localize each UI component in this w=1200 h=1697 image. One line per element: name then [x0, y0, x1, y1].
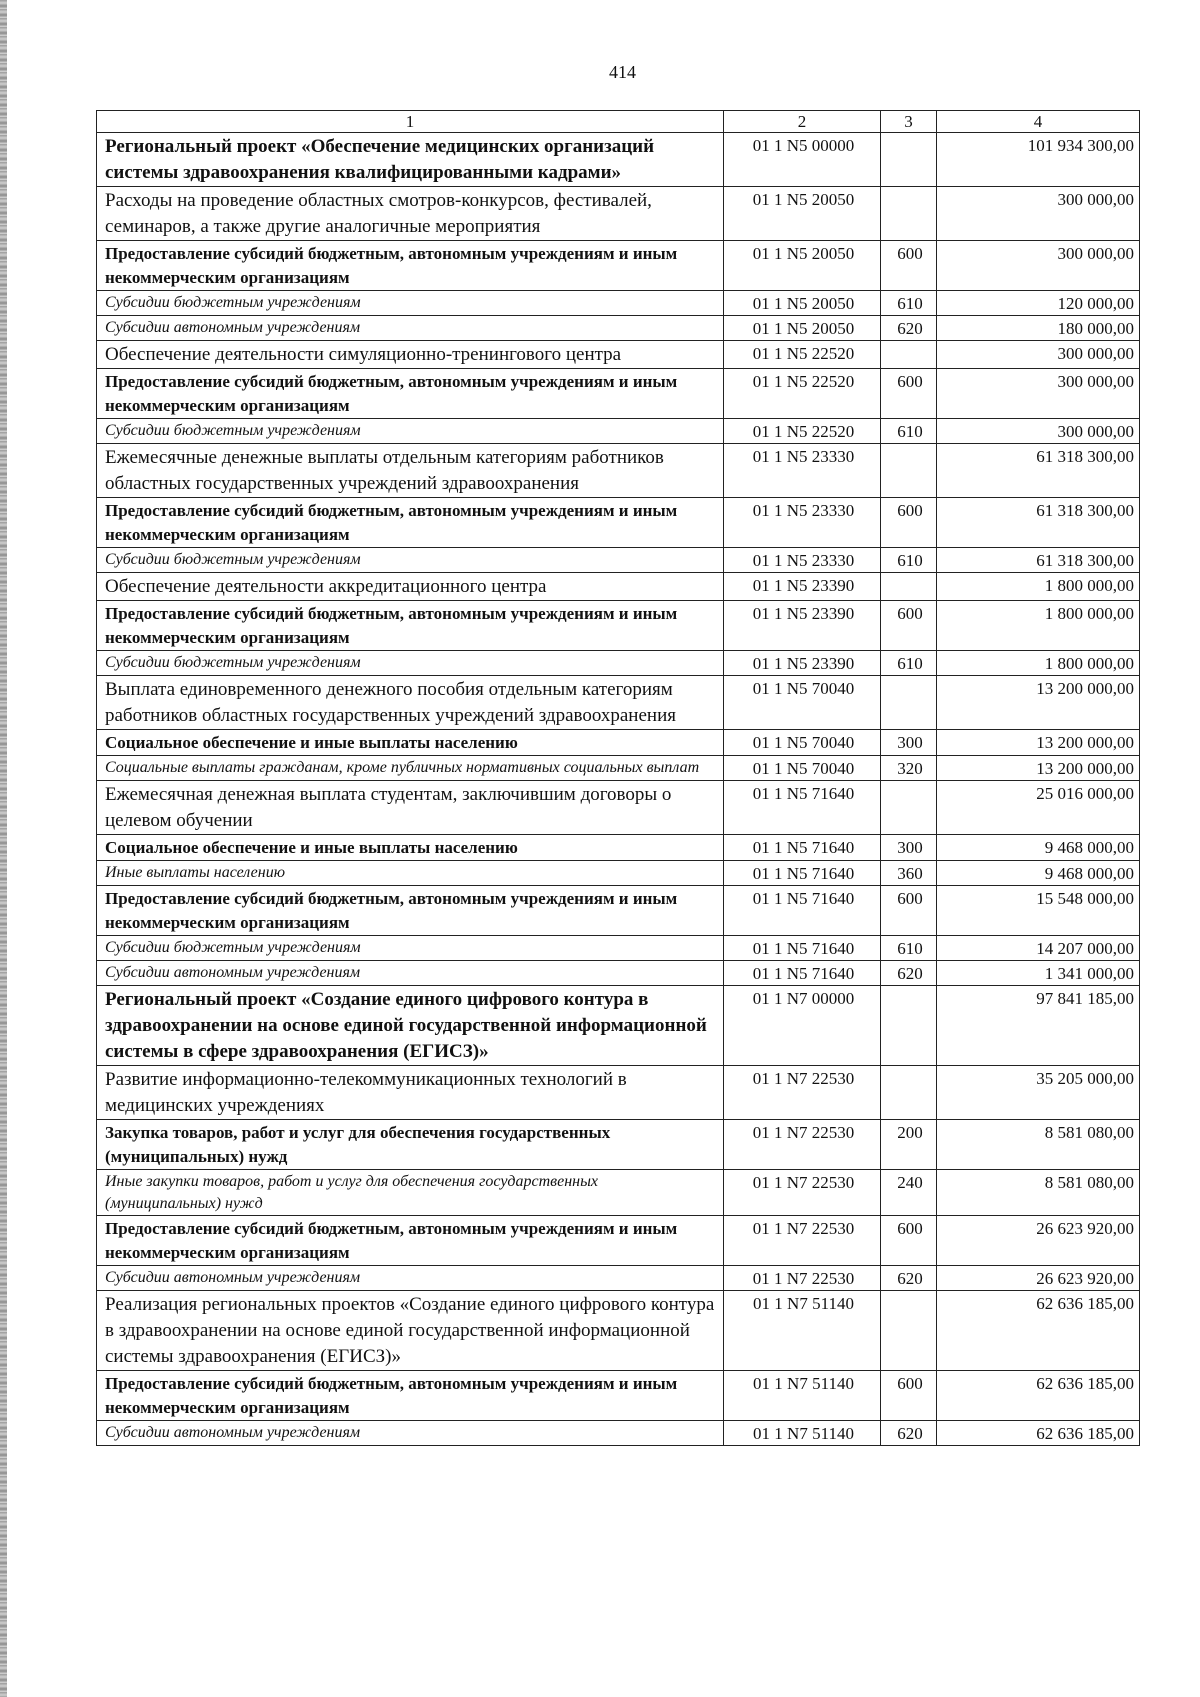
row-name-cell: Предоставление субсидий бюджетным, автономным учреждениям и иным некоммерческим организациям: [97, 1216, 724, 1266]
row-amount-cell: 1 341 000,00: [937, 961, 1140, 986]
row-code-cell: 01 1 N5 23330: [724, 498, 881, 548]
row-kvr-cell: 620: [881, 316, 937, 341]
table-row: [97, 241, 1140, 291]
row-amount-cell: 1 800 000,00: [937, 573, 1140, 601]
row-kvr-cell: 620: [881, 1421, 937, 1446]
row-name-cell: Региональный проект «Создание единого цифрового контура в здравоохранении на основе единой государственной информационной системы в сфере здравоохранения (ЕГИСЗ)»: [97, 986, 724, 1066]
row-name-cell: Ежемесячные денежные выплаты отдельным категориям работников областных государственных учреждений здравоохранения: [97, 444, 724, 498]
table-row: [97, 316, 1140, 341]
row-code-cell: 01 1 N5 23390: [724, 601, 881, 651]
row-kvr-cell: [881, 1291, 937, 1371]
row-code-cell: 01 1 N5 22520: [724, 419, 881, 444]
row-name-cell: Развитие информационно-телекоммуникационных технологий в медицинских учреждениях: [97, 1066, 724, 1120]
row-code-cell: 01 1 N5 23330: [724, 548, 881, 573]
row-kvr-cell: 620: [881, 1266, 937, 1291]
header-col-1: 1: [97, 111, 724, 133]
row-amount-cell: 300 000,00: [937, 419, 1140, 444]
row-kvr-cell: 610: [881, 936, 937, 961]
row-kvr-cell: [881, 676, 937, 730]
row-amount-cell: 1 800 000,00: [937, 601, 1140, 651]
row-amount-cell: 62 636 185,00: [937, 1421, 1140, 1446]
table-row: [97, 1371, 1140, 1421]
header-col-2: 2: [724, 111, 881, 133]
table-row: [97, 861, 1140, 886]
row-amount-cell: 180 000,00: [937, 316, 1140, 341]
row-amount-cell: 8 581 080,00: [937, 1170, 1140, 1216]
row-name-cell: Реализация региональных проектов «Создание единого цифрового контура в здравоохранении на основе единой государственной информационной системы здравоохранения (ЕГИСЗ)»: [97, 1291, 724, 1371]
row-name-cell: Предоставление субсидий бюджетным, автономным учреждениям и иным некоммерческим организациям: [97, 241, 724, 291]
row-name-cell: Региональный проект «Обеспечение медицинских организаций системы здравоохранения квалифицированными кадрами»: [97, 133, 724, 187]
table-row: [97, 187, 1140, 241]
row-amount-cell: 300 000,00: [937, 241, 1140, 291]
row-amount-cell: 13 200 000,00: [937, 756, 1140, 781]
table-body: [97, 133, 1140, 1446]
row-amount-cell: 61 318 300,00: [937, 444, 1140, 498]
row-name-cell: Субсидии бюджетным учреждениям: [97, 548, 724, 573]
row-name-cell: Социальные выплаты гражданам, кроме публичных нормативных социальных выплат: [97, 756, 724, 781]
row-kvr-cell: [881, 1066, 937, 1120]
row-amount-cell: 26 623 920,00: [937, 1266, 1140, 1291]
row-name-cell: Предоставление субсидий бюджетным, автономным учреждениям и иным некоммерческим организациям: [97, 498, 724, 548]
row-code-cell: 01 1 N5 23330: [724, 444, 881, 498]
row-kvr-cell: 600: [881, 369, 937, 419]
row-code-cell: 01 1 N5 00000: [724, 133, 881, 187]
table-row: [97, 756, 1140, 781]
row-code-cell: 01 1 N5 23390: [724, 573, 881, 601]
row-name-cell: Социальное обеспечение и иные выплаты населению: [97, 835, 724, 861]
row-amount-cell: 300 000,00: [937, 369, 1140, 419]
row-name-cell: Субсидии автономным учреждениям: [97, 961, 724, 986]
row-name-cell: Выплата единовременного денежного пособия отдельным категориям работников областных государственных учреждений здравоохранения: [97, 676, 724, 730]
row-name-cell: Социальное обеспечение и иные выплаты населению: [97, 730, 724, 756]
row-name-cell: Ежемесячная денежная выплата студентам, заключившим договоры о целевом обучении: [97, 781, 724, 835]
row-kvr-cell: 360: [881, 861, 937, 886]
row-kvr-cell: 300: [881, 730, 937, 756]
table-row: [97, 1421, 1140, 1446]
row-kvr-cell: 600: [881, 498, 937, 548]
table-row: [97, 730, 1140, 756]
row-code-cell: 01 1 N5 71640: [724, 961, 881, 986]
row-code-cell: 01 1 N7 00000: [724, 986, 881, 1066]
row-kvr-cell: 600: [881, 886, 937, 936]
table-row: [97, 573, 1140, 601]
row-amount-cell: 300 000,00: [937, 187, 1140, 241]
table-row: [97, 444, 1140, 498]
row-code-cell: 01 1 N5 23390: [724, 651, 881, 676]
row-code-cell: 01 1 N5 71640: [724, 936, 881, 961]
row-amount-cell: 25 016 000,00: [937, 781, 1140, 835]
row-code-cell: 01 1 N5 71640: [724, 886, 881, 936]
row-amount-cell: 97 841 185,00: [937, 986, 1140, 1066]
row-kvr-cell: 320: [881, 756, 937, 781]
table-row: [97, 291, 1140, 316]
row-kvr-cell: 610: [881, 548, 937, 573]
row-code-cell: 01 1 N7 22530: [724, 1170, 881, 1216]
row-kvr-cell: [881, 187, 937, 241]
row-kvr-cell: [881, 341, 937, 369]
row-kvr-cell: [881, 444, 937, 498]
table-row: [97, 548, 1140, 573]
table-row: [97, 133, 1140, 187]
header-col-3: 3: [881, 111, 937, 133]
row-code-cell: 01 1 N5 71640: [724, 781, 881, 835]
row-name-cell: Субсидии бюджетным учреждениям: [97, 419, 724, 444]
table-row: [97, 1120, 1140, 1170]
row-amount-cell: 62 636 185,00: [937, 1291, 1140, 1371]
row-code-cell: 01 1 N7 51140: [724, 1421, 881, 1446]
row-code-cell: 01 1 N5 70040: [724, 676, 881, 730]
table-row: [97, 651, 1140, 676]
row-kvr-cell: 600: [881, 1371, 937, 1421]
row-kvr-cell: [881, 133, 937, 187]
scan-edge: [0, 0, 7, 1697]
row-kvr-cell: 240: [881, 1170, 937, 1216]
row-kvr-cell: 610: [881, 651, 937, 676]
row-amount-cell: 9 468 000,00: [937, 861, 1140, 886]
row-amount-cell: 26 623 920,00: [937, 1216, 1140, 1266]
row-code-cell: 01 1 N5 20050: [724, 241, 881, 291]
row-code-cell: 01 1 N7 22530: [724, 1216, 881, 1266]
row-name-cell: Предоставление субсидий бюджетным, автономным учреждениям и иным некоммерческим организациям: [97, 886, 724, 936]
row-code-cell: 01 1 N7 22530: [724, 1120, 881, 1170]
row-code-cell: 01 1 N7 51140: [724, 1371, 881, 1421]
row-amount-cell: 62 636 185,00: [937, 1371, 1140, 1421]
budget-table: [96, 110, 1140, 1446]
row-code-cell: 01 1 N5 22520: [724, 369, 881, 419]
row-amount-cell: 120 000,00: [937, 291, 1140, 316]
row-name-cell: Предоставление субсидий бюджетным, автономным учреждениям и иным некоммерческим организациям: [97, 1371, 724, 1421]
row-amount-cell: 15 548 000,00: [937, 886, 1140, 936]
row-amount-cell: 35 205 000,00: [937, 1066, 1140, 1120]
row-name-cell: Субсидии автономным учреждениям: [97, 316, 724, 341]
row-code-cell: 01 1 N5 70040: [724, 756, 881, 781]
row-code-cell: 01 1 N5 22520: [724, 341, 881, 369]
row-amount-cell: 300 000,00: [937, 341, 1140, 369]
row-kvr-cell: [881, 986, 937, 1066]
row-code-cell: 01 1 N5 20050: [724, 187, 881, 241]
table-row: [97, 1066, 1140, 1120]
row-amount-cell: 101 934 300,00: [937, 133, 1140, 187]
row-amount-cell: 1 800 000,00: [937, 651, 1140, 676]
row-code-cell: 01 1 N5 71640: [724, 861, 881, 886]
row-kvr-cell: 200: [881, 1120, 937, 1170]
row-name-cell: Предоставление субсидий бюджетным, автономным учреждениям и иным некоммерческим организациям: [97, 369, 724, 419]
row-name-cell: Закупка товаров, работ и услуг для обеспечения государственных (муниципальных) нужд: [97, 1120, 724, 1170]
row-name-cell: Иные выплаты населению: [97, 861, 724, 886]
row-name-cell: Расходы на проведение областных смотров-конкурсов, фестивалей, семинаров, а также другие аналогичные мероприятия: [97, 187, 724, 241]
header-col-4: 4: [937, 111, 1140, 133]
table-header-row: [97, 111, 1140, 133]
table-row: [97, 961, 1140, 986]
row-name-cell: Субсидии бюджетным учреждениям: [97, 651, 724, 676]
row-code-cell: 01 1 N5 20050: [724, 316, 881, 341]
row-code-cell: 01 1 N5 20050: [724, 291, 881, 316]
row-name-cell: Обеспечение деятельности симуляционно-тренингового центра: [97, 341, 724, 369]
row-amount-cell: 8 581 080,00: [937, 1120, 1140, 1170]
table-row: [97, 1266, 1140, 1291]
row-amount-cell: 14 207 000,00: [937, 936, 1140, 961]
table-row: [97, 419, 1140, 444]
table-row: [97, 886, 1140, 936]
row-amount-cell: 61 318 300,00: [937, 498, 1140, 548]
row-amount-cell: 61 318 300,00: [937, 548, 1140, 573]
row-kvr-cell: 600: [881, 601, 937, 651]
table-row: [97, 1291, 1140, 1371]
row-kvr-cell: [881, 781, 937, 835]
table-row: [97, 676, 1140, 730]
row-code-cell: 01 1 N7 51140: [724, 1291, 881, 1371]
row-kvr-cell: [881, 573, 937, 601]
row-name-cell: Предоставление субсидий бюджетным, автономным учреждениям и иным некоммерческим организациям: [97, 601, 724, 651]
table-row: [97, 498, 1140, 548]
row-name-cell: Обеспечение деятельности аккредитационного центра: [97, 573, 724, 601]
row-name-cell: Субсидии бюджетным учреждениям: [97, 936, 724, 961]
row-kvr-cell: 620: [881, 961, 937, 986]
page-number: 414: [609, 62, 636, 82]
row-kvr-cell: 300: [881, 835, 937, 861]
table-row: [97, 1216, 1140, 1266]
row-kvr-cell: 610: [881, 419, 937, 444]
table-row: [97, 601, 1140, 651]
row-code-cell: 01 1 N7 22530: [724, 1066, 881, 1120]
row-name-cell: Субсидии автономным учреждениям: [97, 1421, 724, 1446]
row-kvr-cell: 610: [881, 291, 937, 316]
table-row: [97, 369, 1140, 419]
table-row: [97, 1170, 1140, 1216]
row-name-cell: Субсидии автономным учреждениям: [97, 1266, 724, 1291]
row-name-cell: Субсидии бюджетным учреждениям: [97, 291, 724, 316]
row-name-cell: Иные закупки товаров, работ и услуг для обеспечения государственных (муниципальных) нужд: [97, 1170, 724, 1216]
table-row: [97, 341, 1140, 369]
row-code-cell: 01 1 N5 71640: [724, 835, 881, 861]
row-amount-cell: 9 468 000,00: [937, 835, 1140, 861]
row-amount-cell: 13 200 000,00: [937, 730, 1140, 756]
table-row: [97, 781, 1140, 835]
row-kvr-cell: 600: [881, 241, 937, 291]
row-code-cell: 01 1 N7 22530: [724, 1266, 881, 1291]
table-row: [97, 835, 1140, 861]
row-code-cell: 01 1 N5 70040: [724, 730, 881, 756]
row-amount-cell: 13 200 000,00: [937, 676, 1140, 730]
table-row: [97, 936, 1140, 961]
row-kvr-cell: 600: [881, 1216, 937, 1266]
table-row: [97, 986, 1140, 1066]
